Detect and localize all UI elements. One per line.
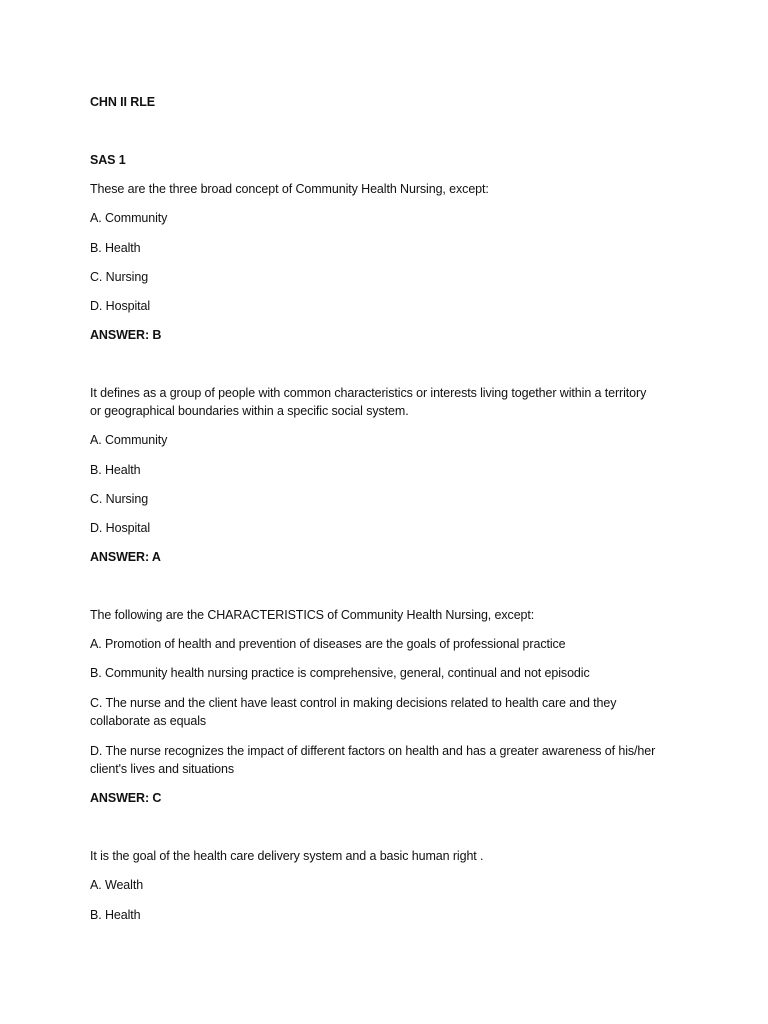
question-1-option-d: D. Hospital [90, 299, 151, 313]
question-1-option-c: C. Nursing [90, 270, 149, 284]
question-1-option-a: A. Community [90, 211, 168, 225]
question-3-option-d-line-2: client's lives and situations [90, 762, 235, 776]
question-2-answer: ANSWER: A [90, 550, 161, 564]
question-2-option-a: A. Community [90, 433, 168, 447]
question-3-answer: ANSWER: C [90, 791, 162, 805]
question-4-option-a: A. Wealth [90, 878, 144, 892]
question-3-option-c-line-1: C. The nurse and the client have least control in making decisions related to health care and they [90, 696, 617, 710]
section-heading: SAS 1 [90, 153, 126, 167]
question-3-option-c-line-2: collaborate as equals [90, 714, 207, 728]
question-1-stem: These are the three broad concept of Community Health Nursing, except: [90, 182, 489, 196]
question-1-option-b: B. Health [90, 241, 141, 255]
question-3-stem: The following are the CHARACTERISTICS of Community Health Nursing, except: [90, 608, 535, 622]
question-3-option-d-line-1: D. The nurse recognizes the impact of different factors on health and has a greater awareness of his/her [90, 744, 656, 758]
question-3-option-b: B. Community health nursing practice is comprehensive, general, continual and not episodic [90, 666, 590, 680]
question-4-stem: It is the goal of the health care delivery system and a basic human right . [90, 849, 484, 863]
document-title: CHN II RLE [90, 95, 155, 109]
question-2-stem-line-1: It defines as a group of people with common characteristics or interests living together within a territory [90, 386, 647, 400]
question-2-option-b: B. Health [90, 463, 141, 477]
question-2-stem-line-2: or geographical boundaries within a specific social system. [90, 404, 409, 418]
question-2-option-d: D. Hospital [90, 521, 151, 535]
question-3-option-a: A. Promotion of health and prevention of diseases are the goals of professional practice [90, 637, 566, 651]
question-4-option-b: B. Health [90, 908, 141, 922]
question-1-answer: ANSWER: B [90, 328, 162, 342]
question-2-option-c: C. Nursing [90, 492, 149, 506]
